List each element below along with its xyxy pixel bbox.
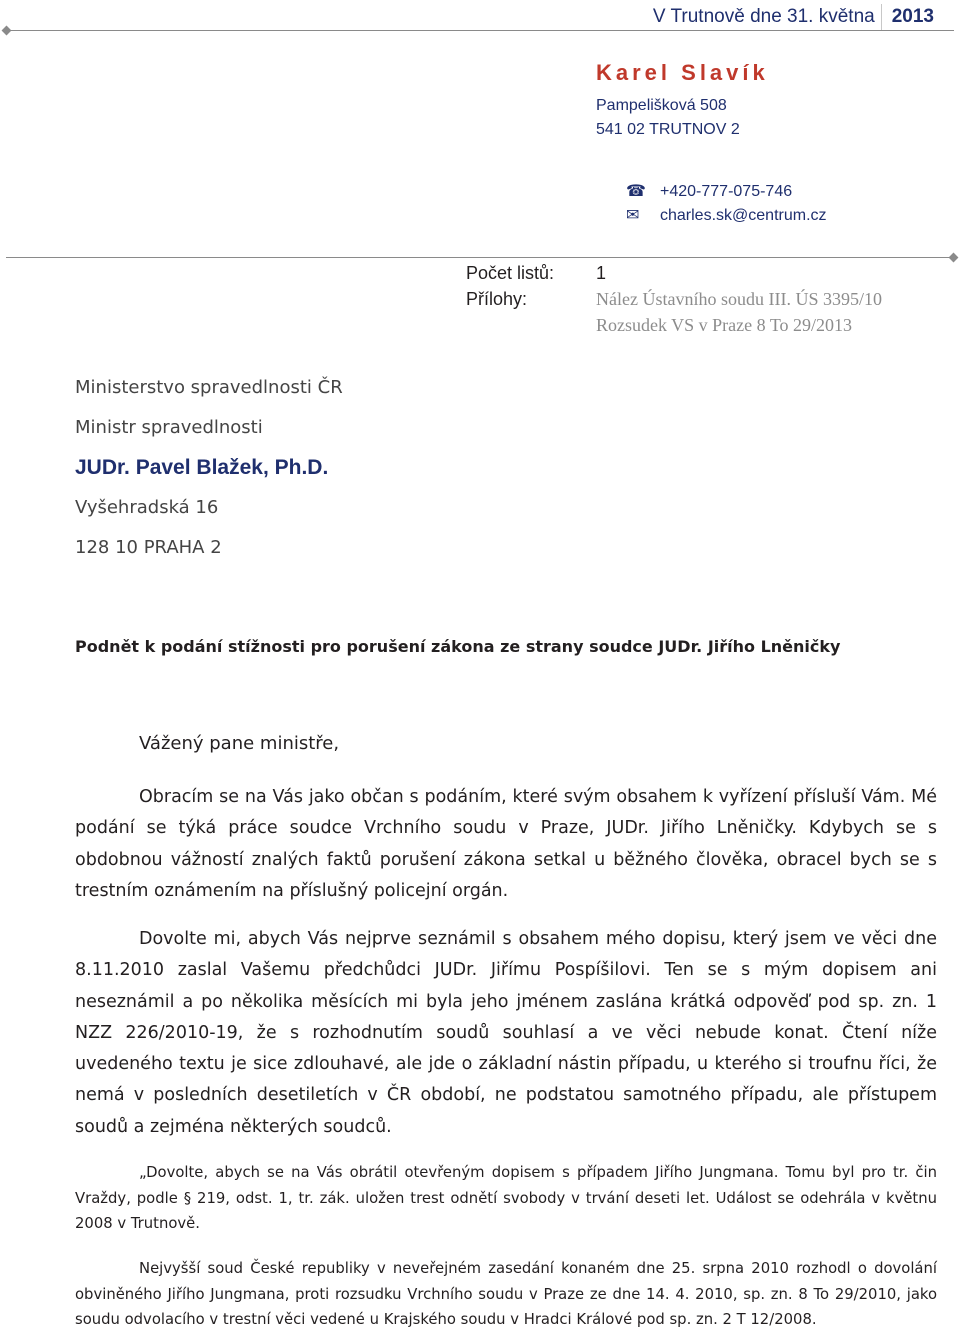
pages-row <box>466 260 882 286</box>
recipient-block <box>75 368 343 568</box>
sender-name: Karel Slavík <box>596 60 769 85</box>
contact-phone <box>626 180 827 204</box>
sender-street: Pampelišková 508 <box>596 97 727 114</box>
phone-number: +420-777-075-746 <box>660 183 793 200</box>
recipient-institution: Ministerstvo spravedlnosti ČR <box>75 377 343 398</box>
date-year: 2013 <box>891 6 934 28</box>
date-text: V Trutnově dne 31. května <box>652 6 875 28</box>
recipient-city: 128 10 PRAHA 2 <box>75 537 222 558</box>
meta-rule <box>6 257 954 258</box>
sender-block <box>596 60 769 142</box>
header-rule <box>6 30 954 31</box>
recipient-role: Ministr spravedlnosti <box>75 417 263 438</box>
letter-subject: Podnět k podání stížnosti pro porušení zákona ze strany soudce JUDr. Jiřího Lněničky <box>75 637 841 656</box>
email-address: charles.sk@centrum.cz <box>660 207 827 224</box>
attachments-row-2 <box>466 312 882 338</box>
sender-city: 541 02 TRUTNOV 2 <box>596 121 740 138</box>
attachment-item: Rozsudek VS v Praze 8 To 29/2013 <box>596 315 853 335</box>
attachments-label: Přílohy: <box>466 289 528 309</box>
phone-icon: ☎ <box>626 183 646 200</box>
recipient-street: Vyšehradská 16 <box>75 497 219 518</box>
date-divider <box>881 4 882 30</box>
rule-end-diamond-icon <box>949 253 959 263</box>
salutation: Vážený pane ministře, <box>139 733 340 754</box>
body-paragraph: Obracím se na Vás jako občan s podáním, které svým obsahem k vyřízení přísluší Vám. Mé podání se týká práce soudce Vrchního soudu v Praze, JUDr. Jiřího Lněničky. Kdybych se s obdobnou vážností znalých faktů porušení zákona setkal u běžného člověka, obracel bych se s trestním oznámením na příslušný policejní orgán. <box>75 787 937 901</box>
attachments-row <box>466 286 882 312</box>
date-header <box>0 0 960 30</box>
pages-value: 1 <box>596 263 607 283</box>
date-line-text <box>653 4 934 30</box>
pages-label: Počet listů: <box>466 263 555 283</box>
quoted-paragraph: Nejvyšší soud České republiky v neveřejném zasedání konaném dne 25. srpna 2010 rozhodl o dovolání obviněného Jiřího Jungmana, proti rozsudku Vrchního soudu v Praze ze dne 14. 4. 2010, sp. zn. 8 To 29/2010, jako soudu odvolacího v trestní věci vedené u Krajského soudu v Hradci Králové pod sp. zn. 2 T 12/2008. <box>75 1260 937 1328</box>
quoted-paragraph: „Dovolte, abych se na Vás obrátil otevřeným dopisem s případem Jiřího Jungmana. Tomu byl pro tr. čin Vraždy, podle § 219, odst. 1, tr. zák. uložen trest odnětí svobody v trvání deseti let. Událost se odehrála v květnu 2008 v Trutnově. <box>75 1164 937 1232</box>
contact-email <box>626 204 827 228</box>
contact-block <box>626 180 827 228</box>
envelope-icon: ✉ <box>626 207 640 224</box>
body-paragraph: Dovolte mi, abych Vás nejprve seznámil s obsahem mého dopisu, který jsem ve věci dne 8.11.2010 zaslal Vašemu předchůdci JUDr. Jiřímu Pospíšilovi. Ten se s mým dopisem ani neseznámil a po několika měsících mi byla jeho jménem zaslána krátká odpověď pod sp. zn. 1 NZZ 226/2010-19, že s rozhodnutím soudů souhlasí a ve věci nebude konat. Čtení níže uvedeného textu je sice zdlouhavé, ale jde o základní nástin případu, u kterého si troufnu říci, že nemá v posledních desetiletích v ČR období, ne podstatou samotného případu, ale přístupem soudů a zejména některých soudců. <box>75 929 937 1137</box>
recipient-name: JUDr. Pavel Blažek, Ph.D. <box>75 456 329 479</box>
attachment-item: Nález Ústavního soudu III. ÚS 3395/10 <box>596 289 882 309</box>
meta-block <box>466 260 882 338</box>
